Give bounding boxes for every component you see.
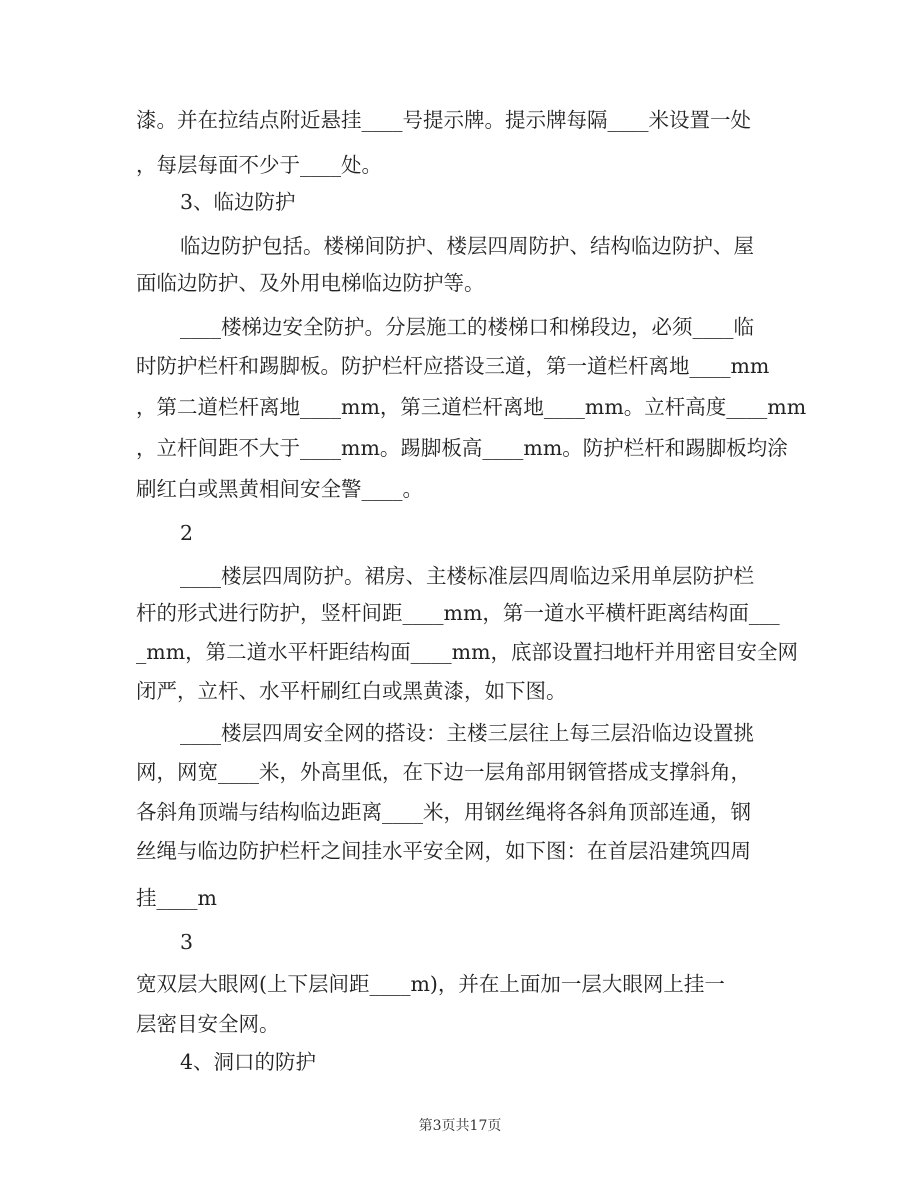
text-line: 杆的形式进行防护，竖杆间距____mm，第一道水平横杆距离结构面___	[136, 601, 780, 625]
text-line: 时防护栏杆和踢脚板。防护栏杆应搭设三道，第一道栏杆离地____mm	[136, 354, 770, 378]
text-line: ____楼层四周安全网的搭设：主楼三层往上每三层沿临边设置挑	[180, 721, 754, 745]
text-line: 刷红白或黑黄相间安全警____。	[136, 477, 423, 501]
page-marker: 3	[180, 930, 194, 954]
text-line: 面临边防护、及外用电梯临边防护等。	[136, 271, 485, 295]
text-line: 临边防护包括。楼梯间防护、楼层四周防护、结构临边防护、屋	[180, 234, 754, 258]
text-line: 闭严，立杆、水平杆刷红白或黑黄漆，如下图。	[136, 679, 567, 703]
text-line: 层密目安全网。	[136, 1012, 280, 1036]
text-line: 网，网宽____米，外高里低，在下边一层角部用钢管搭成支撑斜角，	[136, 760, 751, 784]
text-line: 宽双层大眼网(上下层间距____m)，并在上面加一层大眼网上挂一	[136, 972, 725, 996]
section-heading: 4、洞口的防护	[180, 1050, 317, 1074]
text-line: ，立杆间距不大于____mm。踢脚板高____mm。防护栏杆和踢脚板均涂	[136, 436, 788, 460]
text-line: 挂____m	[136, 886, 217, 910]
page-marker: 2	[180, 521, 194, 545]
text-line: 丝绳与临边防护栏杆之间挂水平安全网，如下图：在首层沿建筑四周	[136, 839, 751, 863]
section-heading: 3、临边防护	[180, 190, 296, 214]
text-line: _mm，第二道水平杆距结构面____mm，底部设置扫地杆并用密目安全网	[136, 640, 799, 664]
text-line: ，第二道栏杆离地____mm，第三道栏杆离地____mm。立杆高度____mm	[136, 395, 807, 419]
text-line: 漆。并在拉结点附近悬挂____号提示牌。提示牌每隔____米设置一处	[136, 108, 751, 132]
page-number-footer: 第3页共17页	[418, 1118, 502, 1134]
text-line: 各斜角顶端与结构临边距离____米，用钢丝绳将各斜角顶部连通，钢	[136, 800, 751, 824]
text-line: ，每层每面不少于____处。	[136, 153, 382, 177]
text-line: ____楼梯边安全防护。分层施工的楼梯口和梯段边，必须____临	[180, 315, 754, 339]
text-line: ____楼层四周防护。裙房、主楼标准层四周临边采用单层防护栏	[180, 564, 754, 588]
